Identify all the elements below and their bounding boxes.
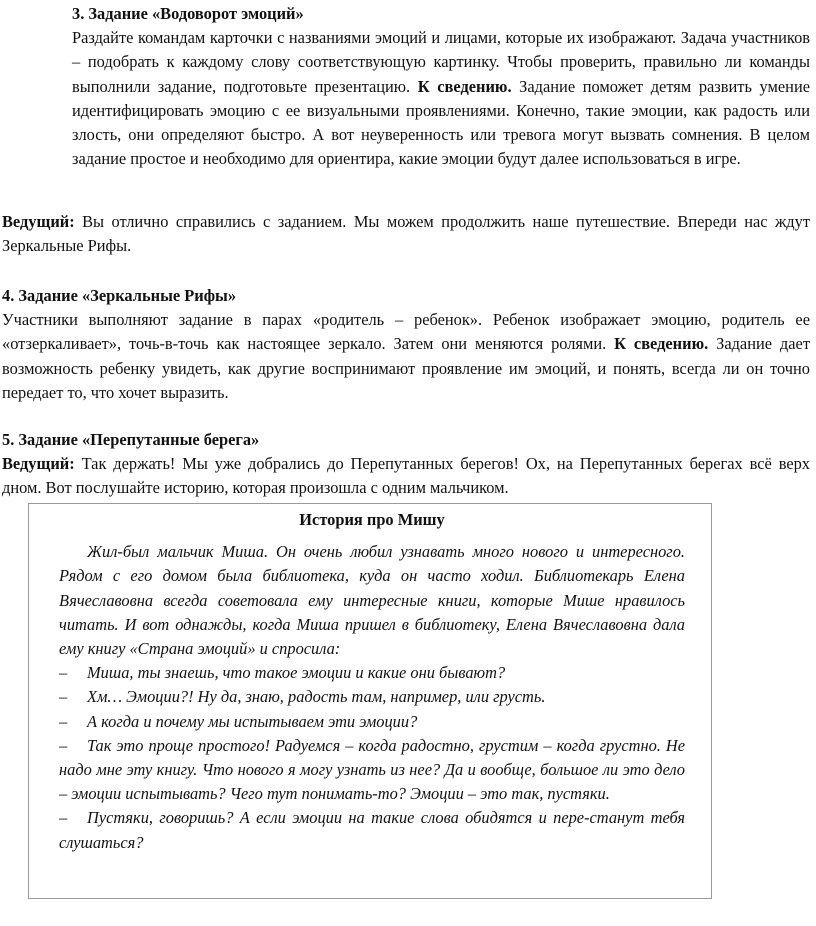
story-dialog-line: [59, 806, 685, 854]
dialog-dash: –: [59, 663, 68, 683]
section-4-heading: 4. Задание «Зеркальные Рифы»: [2, 286, 237, 305]
host-label: Ведущий:: [2, 212, 75, 231]
section-5: [2, 428, 810, 501]
section-3-paragraph: [72, 26, 810, 171]
story-box: [28, 503, 712, 899]
host-remark-1: [2, 210, 810, 258]
section-3-heading: 3. Задание «Водоворот эмоций»: [72, 4, 304, 23]
story-dialog-line: [59, 710, 685, 734]
dialog-dash: –: [59, 687, 68, 707]
dialog-dash: –: [59, 808, 68, 828]
dialog-text: А когда и почему мы испытываем эти эмоции?: [87, 711, 418, 731]
section-4-text-before: Участники выполняют задание в парах «родитель – ребенок». Ребенок изображает эмоцию, родитель ее «отзеркаливает», точь-в-точь как настоящее зеркало. Затем они меняются ролями.: [2, 310, 810, 354]
dialog-text: Хм… Эмоции?! Ну да, знаю, радость там, например, или грусть.: [87, 687, 546, 707]
section-3-text-after: Задание поможет детям развить умение идентифицировать эмоцию с ее визуальными проявлениями. Конечно, такие эмоции, как радость или злость, они определяют быстро. А вот неуверенность или тревога могут вызвать сомнения. В целом задание простое и необходимо для ориентира, какие эмоции будут далее использоваться в игре.: [72, 76, 810, 169]
story-dialog-line: [59, 685, 685, 709]
dialog-dash: –: [59, 711, 68, 731]
section-5-host-label: Ведущий:: [2, 454, 75, 474]
dialog-text: Так это проще простого! Радуемся – когда радостно, грустим – когда грустно. Не надо мне эту книгу. Что нового я могу узнать из нее? Да и вообще, большое ли это дело – эмоции испытывать? Чего тут понимать-то? Эмоции – это так, пустяки.: [59, 735, 685, 804]
section-5-paragraph: [2, 452, 810, 500]
story-intro: Жил-был мальчик Миша. Он очень любил узнавать много нового и интересного. Рядом с его домом была библиотека, куда он часто ходил. Библиотекарь Елена Вячеславовна всегда советовала ему интересные книги, которые Мише нравилось читать. И вот однажды, когда Миша пришел в библиотеку, Елена Вячеславовна дала ему книгу «Страна эмоций» и спросила:: [59, 542, 685, 659]
host-remark-1-paragraph: [2, 210, 810, 258]
section-3: [72, 2, 810, 171]
story-dialog-line: [59, 734, 685, 807]
section-3-text-before: Раздайте командам карточки с названиями эмоций и лицами, которые их изображают. Задача участников – подобрать к каждому слову соответствующую картинку. Чтобы проверить, правильно ли команды выполнили задание, подготовьте презентацию.: [72, 28, 810, 96]
section-4: [2, 284, 810, 405]
section-3-note-label: К сведению.: [417, 76, 512, 96]
dialog-text: Пустяки, говоришь? А если эмоции на такие слова обидятся и пере-станут тебя слушаться?: [59, 808, 685, 852]
section-4-paragraph: [2, 308, 810, 405]
host-remark-1-text: Вы отлично справились с заданием. Мы можем продолжить наше путешествие. Впереди нас ждут Зеркальные Рифы.: [2, 212, 810, 256]
section-4-text-after: Задание дает возможность ребенку увидеть, как другие воспринимают проявление им эмоций, и понять, всегда ли он точно передает то, что хочет выразить.: [2, 334, 810, 402]
section-4-note-label: К сведению.: [614, 334, 709, 354]
section-5-heading: 5. Задание «Перепутанные берега»: [2, 430, 260, 449]
dialog-text: Миша, ты знаешь, что такое эмоции и какие они бывают?: [87, 663, 506, 683]
story-dialog-line: [59, 661, 685, 685]
dialog-dash: –: [59, 735, 68, 755]
section-5-host-text: Так держать! Мы уже добрались до Перепутанных берегов! Ох, на Перепутанных берегах всё верх дном. Вот послушайте историю, которая произошла с одним мальчиком.: [2, 454, 810, 498]
story-title: История про Мишу: [299, 510, 445, 529]
